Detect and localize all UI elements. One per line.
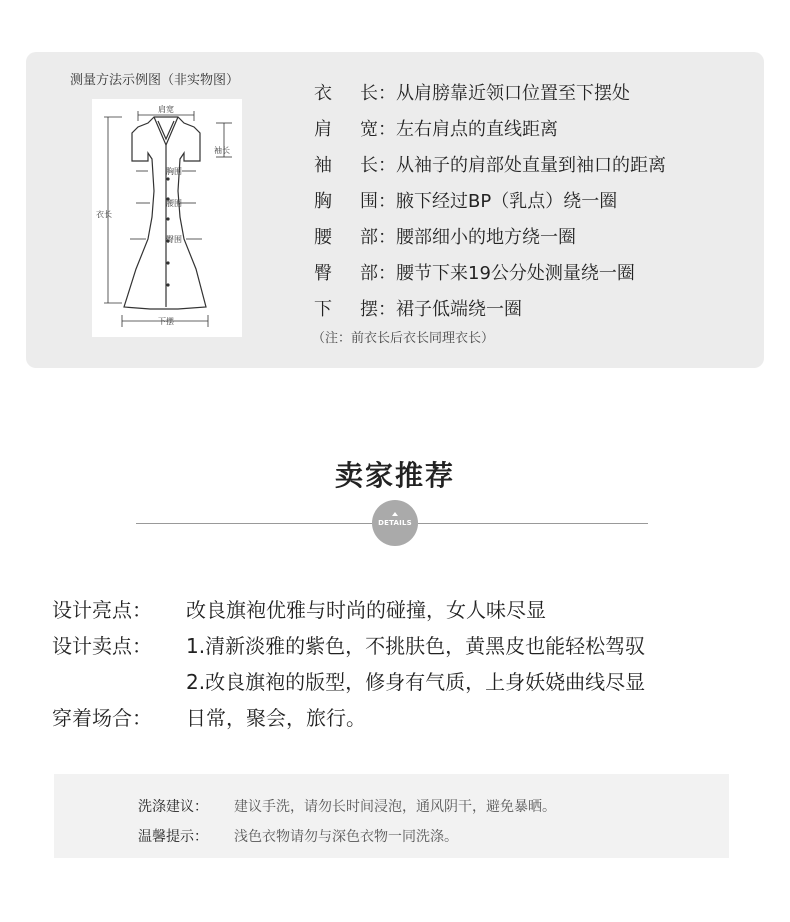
diagram-caption: 测量方法示例图（非实物图） [70,73,240,88]
measurement-diagram [92,99,242,337]
rec-row [52,590,645,626]
measure-desc: 腰节下来19公分处测量绕一圈 [396,263,635,284]
rec-label: 设计卖点： [52,633,152,658]
wash-text: 建议手洗，请勿长时间浸泡，通风阴干，避免暴晒。 [234,799,556,815]
triangle-up-icon [392,512,398,516]
measure-row: 肩 宽 ： 左右肩点的直线距离 [314,110,666,146]
measure-desc: 裙子低端绕一圈 [396,299,522,320]
diagram-label-hip: 臀围 [166,235,182,244]
rec-text: 1.清新淡雅的紫色，不挑肤色，黄黑皮也能轻松驾驭 [186,633,646,658]
wash-advice [138,796,556,816]
measure-row: 臀 部 ： 腰节下来19公分处测量绕一圈 [314,254,666,290]
measure-row: 衣 长 ： 从肩膀靠近领口位置至下摆处 [314,74,666,110]
measure-desc: 从肩膀靠近领口位置至下摆处 [396,83,630,104]
diagram-label-hem: 下摆 [158,317,174,326]
diagram-label-waist: 腰围 [166,199,182,208]
section-title: 卖家推荐 [334,459,455,492]
measurement-definitions [314,74,666,326]
rec-label: 设计亮点： [52,597,152,622]
divider-left [136,523,372,524]
diagram-label-chest: 胸围 [166,167,182,176]
dress-outline [124,117,206,309]
rec-row [52,662,645,698]
measure-row: 袖 长 ： 从袖子的肩部处直量到袖口的距离 [314,146,666,182]
details-badge: DETAILS [372,500,418,546]
measure-row: 胸 围 ： 腋下经过BP（乳点）绕一圈 [314,182,666,218]
tip-label: 温馨提示： [138,829,208,845]
rec-text: 2.改良旗袍的版型，修身有气质，上身妖娆曲线尽显 [186,669,646,694]
diagram-label-length: 衣长 [96,210,112,219]
measure-row: 腰 部 ： 腰部细小的地方绕一圈 [314,218,666,254]
tip-text: 浅色衣物请勿与深色衣物一同洗涤。 [234,829,458,845]
recommendation-list [52,590,645,734]
rec-row [52,698,645,734]
diagram-label-sleeve: 袖长 [214,146,230,155]
diagram-label-shoulder: 肩宽 [158,105,174,114]
measure-note: （注：前衣长后衣长同理衣长） [312,331,495,346]
rec-text: 日常，聚会，旅行。 [186,705,366,730]
rec-text: 改良旗袍优雅与时尚的碰撞，女人味尽显 [186,597,546,622]
measure-desc: 腋下经过BP（乳点）绕一圈 [396,191,618,212]
measure-desc: 从袖子的肩部处直量到袖口的距离 [396,155,666,176]
warm-tip [138,826,458,846]
measure-desc: 腰部细小的地方绕一圈 [396,227,576,248]
wash-label: 洗涤建议： [138,799,208,815]
measure-row: 下 摆 ： 裙子低端绕一圈 [314,290,666,326]
rec-row [52,626,645,662]
divider-right [418,523,648,524]
rec-label: 穿着场合： [52,705,152,730]
measure-desc: 左右肩点的直线距离 [396,119,558,140]
